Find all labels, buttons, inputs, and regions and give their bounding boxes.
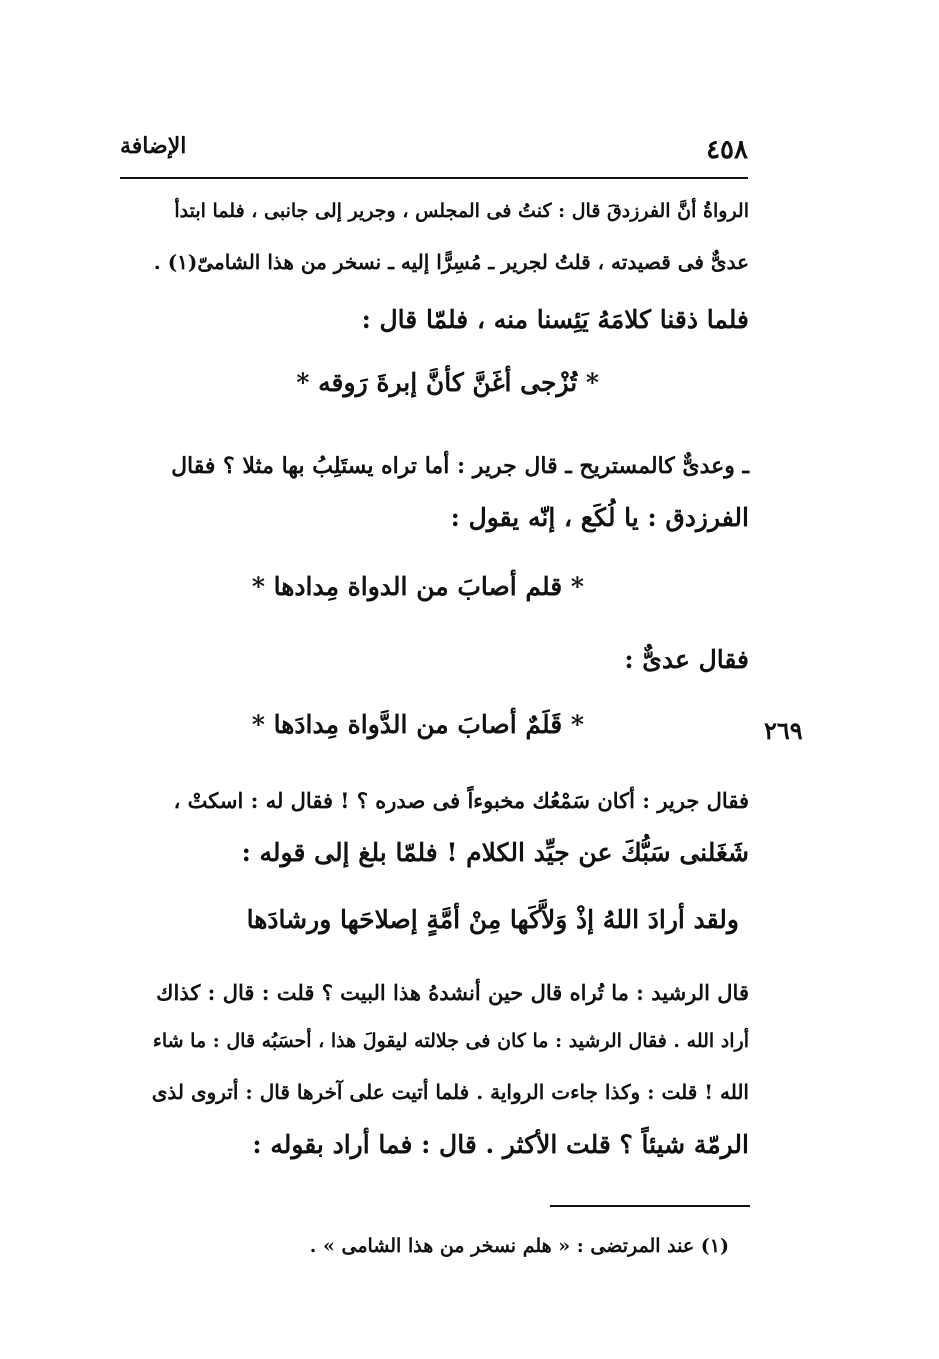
text-line: قال الرشيد : ما تُراه قال حين أنشدهُ هذا البيت ؟ قلت : قال : كذاك xyxy=(156,980,749,1005)
text-line: فلما ذقنا كلامَهُ يَئِسنا منه ، فلمّا قال : xyxy=(361,305,749,334)
text-line: أراد الله . فقال الرشيد : ما كان فى جلالته ليقولَ هذا ، أحسَبُه قال : ما شاء xyxy=(152,1030,749,1052)
page-header xyxy=(120,125,748,179)
verse-line: ولقد أرادَ اللهُ إذْ وَلاَّكَها مِنْ أمَّةٍ إصلاحَها ورشادَها xyxy=(246,905,739,934)
text-line: الله ! قلت : وكذا جاءت الرواية . فلما أتيت على آخرها قال : أتروى لذى xyxy=(151,1080,749,1104)
text-line: الفرزدق : يا لُكَع ، إنّه يقول : xyxy=(450,503,749,532)
text-line: الرمّة شيئاً ؟ قلت الأكثر . قال : فما أراد بقوله : xyxy=(252,1130,749,1159)
text-line: شَغَلنى سَبُّكَ عن جيِّد الكلام ! فلمّا بلغ إلى قوله : xyxy=(241,838,749,867)
text-line: عدىٌّ فى قصيدته ، قلتُ لجرير ـ مُسِرًّا إليه ـ نسخر من هذا الشامىّ(١) . xyxy=(153,250,749,274)
verse-line: * تُزْجى أغَنَّ كأنَّ إبرةَ رَوقه * xyxy=(296,368,599,397)
page-number: ٤٥٨ xyxy=(706,135,748,165)
margin-number: ٢٦٩ xyxy=(764,716,803,745)
verse-line: * قلم أصابَ من الدواة مِدادها * xyxy=(251,572,584,601)
footnote: (١) عند المرتضى : « هلم نسخر من هذا الشامى » . xyxy=(309,1235,729,1257)
running-title: الإضافة xyxy=(120,133,187,159)
text-line: فقال عدىٌّ : xyxy=(624,645,749,674)
text-line: ـ وعدىٌّ كالمستريح ـ قال جرير : أما تراه يستَلِبُ بها مثلا ؟ فقال xyxy=(171,453,749,479)
verse-line: * قَلَمٌ أصابَ من الدَّواة مِدادَها * xyxy=(251,710,584,739)
text-line: فقال جرير : أكان سَمْعُك مخبوءاً فى صدره ؟ ! فقال له : اسكتْ ، xyxy=(173,788,749,813)
footnote-rule xyxy=(550,1205,750,1207)
text-line: الرواةُ أنَّ الفرزدقَ قال : كنتُ فى المجلس ، وجرير إلى جانبى ، فلما ابتدأ xyxy=(174,200,749,222)
